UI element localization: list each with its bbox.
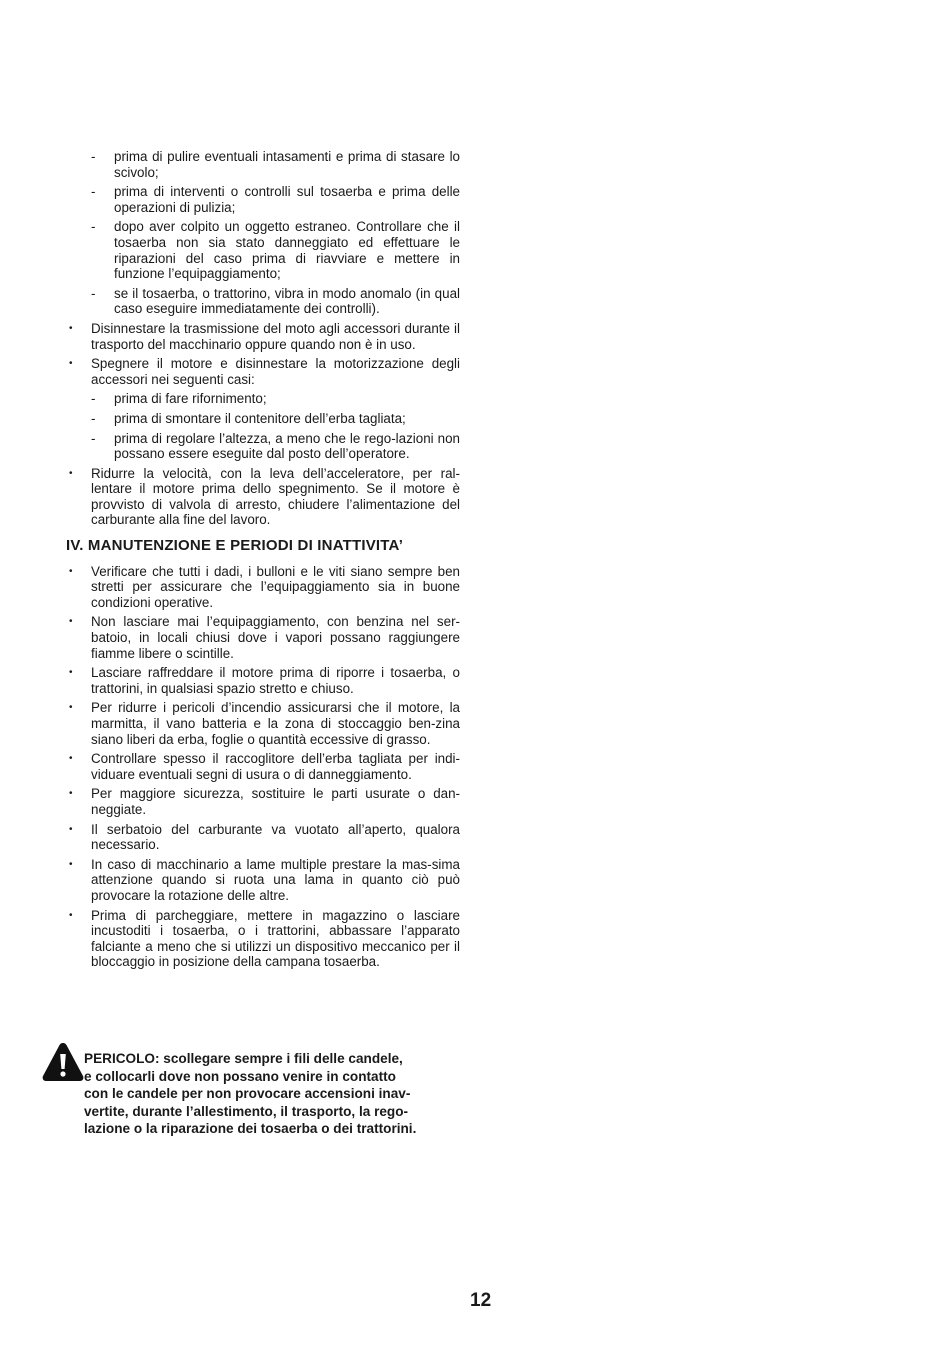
list-item [66,391,460,407]
bullet-marker: • [69,788,73,800]
dash-marker: - [91,430,96,446]
list-item-text: Controllare spesso il raccoglitore dell’erba tagliata per indi-viduare eventuali segni di usura o di danneggiamento. [91,751,460,782]
list-item [66,700,460,747]
section-heading: IV. MANUTENZIONE E PERIODI DI INATTIVITA’ [66,537,404,555]
list-item-text: prima di fare rifornimento; [114,391,267,407]
list-item [66,466,460,528]
list-item [66,321,460,352]
list-item [66,149,460,180]
bullet-marker: • [69,467,73,479]
dash-marker: - [91,285,96,301]
list-item-text: prima di smontare il contenitore dell’erba tagliata; [114,410,406,426]
bullet-marker: • [69,565,73,577]
list-item [66,857,460,904]
list-item-text: Verificare che tutti i dadi, i bulloni e le viti siano sempre ben stretti per assicurare che l’equipaggiamento sia in buone condizioni operative. [91,563,460,610]
bullet-marker: • [69,322,73,334]
dash-marker: - [91,410,96,426]
list-item [66,614,460,661]
bullet-marker: • [69,667,73,679]
list-item [66,411,460,427]
danger-line: PERICOLO: scollegare sempre i fili delle candele, [84,1051,403,1066]
list-item-text: Prima di parcheggiare, mettere in magazzino o lasciare incustoditi i tosaerba, o i trattorini, abbassare l’apparato falciante a meno che si utilizzi un dispositivo meccanico per il bloccaggio in posizione della campana tosaerba. [91,907,460,970]
list-item-text: prima di pulire eventuali intasamenti e prima di stasare lo scivolo; [114,149,460,180]
dash-marker: - [91,149,96,164]
bullet-marker: • [69,909,73,921]
list-item-text: prima di regolare l’altezza, a meno che le rego-lazioni non possano essere eseguite dal posto dell’operatore. [114,430,460,462]
list-item [66,751,460,782]
list-item [66,908,460,970]
list-item-text: se il tosaerba, o trattorino, vibra in modo anomalo (in qual caso eseguire immediatamente dei controlli). [114,285,460,317]
list-item [66,564,460,611]
danger-notice [42,1042,442,1142]
dash-marker: - [91,391,96,407]
list-item [66,286,460,317]
dash-marker: - [91,184,96,200]
list-item [66,665,460,696]
bullet-marker: • [69,616,73,628]
list-item-text: Disinnestare la trasmissione del moto agli accessori durante il trasporto del macchinario oppure quando non è in uso. [91,320,460,352]
danger-line: lazione o la riparazione dei tosaerba o dei trattorini. [84,1121,417,1136]
list-item [66,219,460,281]
bullet-marker: • [69,858,73,870]
list-item [66,822,460,853]
list-item [66,431,460,462]
bullet-marker: • [69,702,73,714]
danger-line: vertite, durante l’allestimento, il trasporto, la rego- [84,1103,409,1119]
danger-notice-text [84,1050,474,1138]
warning-triangle-icon [42,1042,84,1082]
list-item [66,786,460,817]
list-item-text: Ridurre la velocità, con la leva dell’acceleratore, per ral-lentare il motore prima dello spegnimento. Se il motore è provvisto di valvola di arresto, chiudere l’alimentazione del carburante alla fine del lavoro. [91,465,460,528]
list-item-text: dopo aver colpito un oggetto estraneo. Controllare che il tosaerba non sia stato danneggiato ed effettuare le riparazioni del caso prima di riavviare e mettere in funzione l’equipaggiamento; [114,219,460,282]
list-item-text: prima di interventi o controlli sul tosaerba e prima delle operazioni di pulizia; [114,184,460,215]
main-text-column [66,149,460,974]
bullet-marker: • [69,753,73,765]
list-item [66,184,460,215]
list-item-text: Il serbatoio del carburante va vuotato all’aperto, qualora necessario. [91,821,460,853]
list-item-text: Per ridurre i pericoli d’incendio assicurarsi che il motore, la marmitta, il vano batteria e la zona di stoccaggio ben-zina siano liberi da erba, foglie o quantità eccessive di grasso. [91,700,460,747]
list-item-text: Per maggiore sicurezza, sostituire le parti usurate o dan-neggiate. [91,786,460,817]
list-item-text: In caso di macchinario a lame multiple prestare la mas-sima attenzione quando si ruota una lama in quanto ciò può provocare la rotazione delle altre. [91,856,460,903]
bullet-marker: • [69,358,73,370]
list-item [66,356,460,387]
dash-marker: - [91,219,96,235]
bullet-marker: • [69,823,73,835]
list-item-text: Spegnere il motore e disinnestare la motorizzazione degli accessori nei seguenti casi: [91,356,460,387]
list-item-text: Non lasciare mai l’equipaggiamento, con benzina nel ser-batoio, in locali chiusi dove i vapori possano raggiungere fiamme libere o scintille. [91,614,460,661]
danger-line: con le candele per non provocare accensioni inav- [84,1086,411,1101]
danger-line: e collocarli dove non possano venire in contatto [84,1068,396,1084]
list-item-text: Lasciare raffreddare il motore prima di riporre i tosaerba, o trattorini, in qualsiasi spazio stretto e chiuso. [91,665,460,696]
page-number: 12 [470,1290,492,1311]
